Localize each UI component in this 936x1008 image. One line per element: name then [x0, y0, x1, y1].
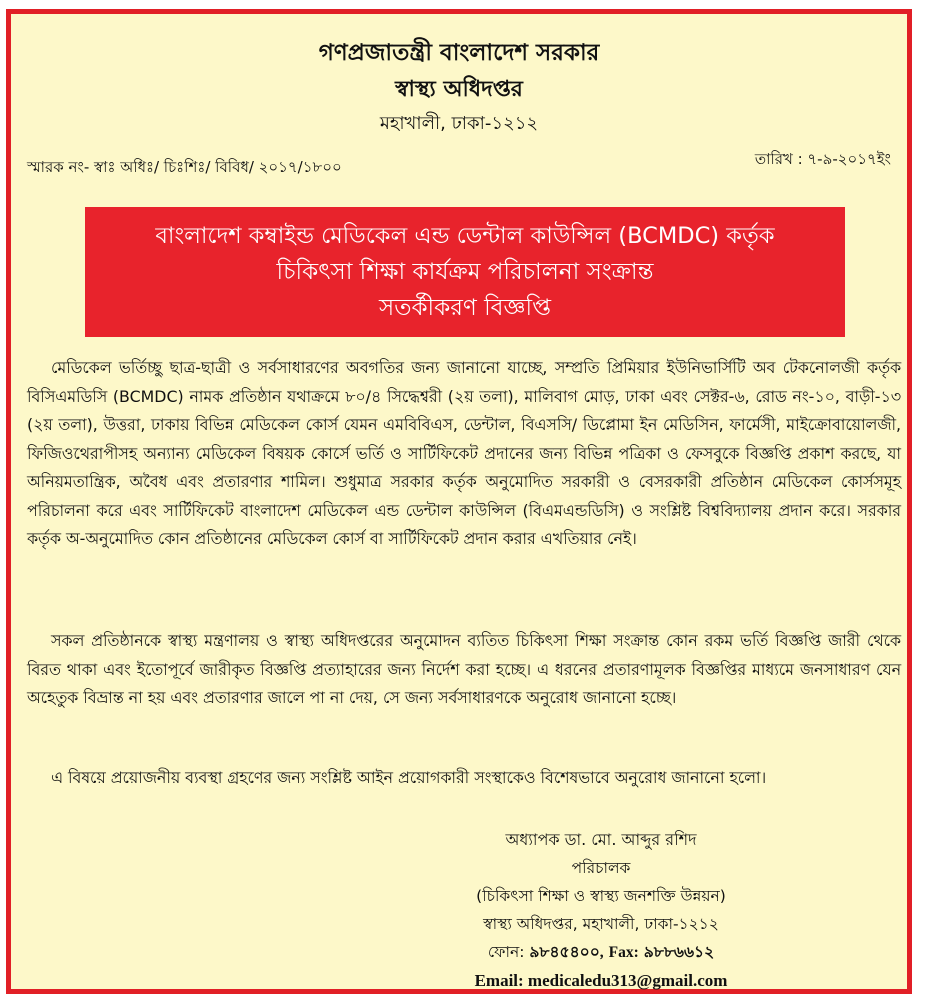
notice-date: তারিখ : ৭-৯-২০১৭ইং — [754, 150, 891, 168]
public-notice — [6, 9, 912, 994]
phone-number: ৯৮৪৫৪০০, — [529, 944, 604, 961]
paragraph-2: সকল প্রতিষ্ঠানকে স্বাস্থ্য মন্ত্রণালয় ও স্বাস্থ্য অধিদপ্তরের অনুমোদন ব্যতিত চিকিৎসা শিক্ষা সংক্রান্ত কোন রকম ভর্তি বিজ্ঞপ্তি জারী থেকে বিরত থাকা এবং ইতোপূর্বে জারীকৃত বিজ্ঞপ্তি প্রত্যাহারের জন্য নির্দেশ করা হচ্ছে। এ ধরনের প্রতারণামূলক বিজ্ঞপ্তির মাধ্যমে জনসাধারণ যেন অহেতুক বিভ্রান্ত না হয় এবং প্রতারণার জালে পা না দেয়, সে জন্য সর্বসাধারণকে অনুরোধ জানানো হচ্ছে। — [27, 631, 902, 707]
banner-line-1: বাংলাদেশ কম্বাইন্ড মেডিকেল এন্ড ডেন্টাল কাউন্সিল (BCMDC) কর্তৃক — [155, 223, 775, 249]
signature-block — [421, 826, 781, 995]
signatory-name: অধ্যাপক ডা. মো. আব্দুর রশিদ — [505, 830, 697, 849]
contact-email: Email: medicaledu313@gmail.com — [474, 971, 728, 990]
signatory-office: স্বাস্থ্য অধিদপ্তর, মহাখালী, ঢাকা-১২১২ — [483, 915, 719, 933]
government-title: গণপ্রজাতন্ত্রী বাংলাদেশ সরকার — [318, 40, 600, 66]
warning-banner — [85, 207, 845, 337]
paragraph-1: মেডিকেল ভর্তিচ্ছু ছাত্র-ছাত্রী ও সর্বসাধারণের অবগতির জন্য জানানো যাচ্ছে, সম্প্রতি প্রিমিয়ার ইউনিভার্সিটি অব টেকনোলজী কর্তৃক বিসিএমডিসি (BCMDC) নামক প্রতিষ্ঠান যথাক্রমে ৮০/৪ সিদ্ধেশ্বরী (২য় তলা), মালিবাগ মোড়, ঢাকা এবং সেক্টর-৬, রোড নং-১০, বাড়ী-১৩ (২য় তলা), উত্তরা, ঢাকায় বিভিন্ন মেডিকেল কোর্স যেমন এমবিবিএস, ডেন্টাল, বিএসসি/ ডিপ্লোমা ইন মেডিসিন, ফার্মেসী, মাইক্রোবায়োলজী, ফিজিওথেরাপীসহ অন্যান্য মেডিকেল বিষয়ক কোর্সে ভর্তি ও সার্টিফিকেট প্রদানের জন্য বিভিন্ন পত্রিকা ও ফেসবুকে বিজ্ঞপ্তি প্রকাশ করছে, যা অনিয়মতান্ত্রিক, অবৈধ এবং প্রতারণার শামিল। শুধুমাত্র সরকার কর্তৃক অনুমোদিত সরকারী ও বেসরকারী প্রতিষ্ঠান মেডিকেল কোর্সসমূহ পরিচালনা করে এবং সার্টিফিকেট বাংলাদেশ মেডিকেল এন্ড ডেন্টাল কাউন্সিল (বিএমএন্ডডিসি) ও সংশ্লিষ্ট বিশ্ববিদ্যালয় প্রদান করে। সরকার কর্তৃক অ-অনুমোদিত কোন প্রতিষ্ঠানের মেডিকেল কোর্স বা সার্টিফিকেট প্রদান করার এখতিয়ার নেই। — [27, 358, 901, 548]
banner-line-2: চিকিৎসা শিক্ষা কার্যক্রম পরিচালনা সংক্রান্ত — [276, 259, 654, 285]
directorate-title: স্বাস্থ্য অধিদপ্তর — [395, 77, 523, 102]
fax-number: ৯৮৮৬৬১২ — [643, 944, 715, 961]
banner-line-3: সতর্কীকরণ বিজ্ঞপ্তি — [379, 295, 551, 321]
signatory-department: (চিকিৎসা শিক্ষা ও স্বাস্থ্য জনশক্তি উন্নয়ন) — [476, 887, 726, 905]
contact-line — [421, 938, 781, 967]
fax-label: Fax: — [608, 944, 639, 961]
memo-number: স্মারক নং- স্বাঃ অধিঃ/ চিঃশিঃ/ বিবিধ/ ২০১৭/১৮০০ — [27, 158, 342, 176]
phone-label: ফোন: — [487, 943, 525, 961]
office-address: মহাখালী, ঢাকা-১২১২ — [379, 113, 539, 134]
signatory-title: পরিচালক — [571, 859, 631, 877]
paragraph-3: এ বিষয়ে প্রয়োজনীয় ব্যবস্থা গ্রহণের জন্য সংশ্লিষ্ট আইন প্রয়োগকারী সংস্থাকেও বিশেষভাবে অনুরোধ জানানো হলো। — [51, 768, 767, 787]
